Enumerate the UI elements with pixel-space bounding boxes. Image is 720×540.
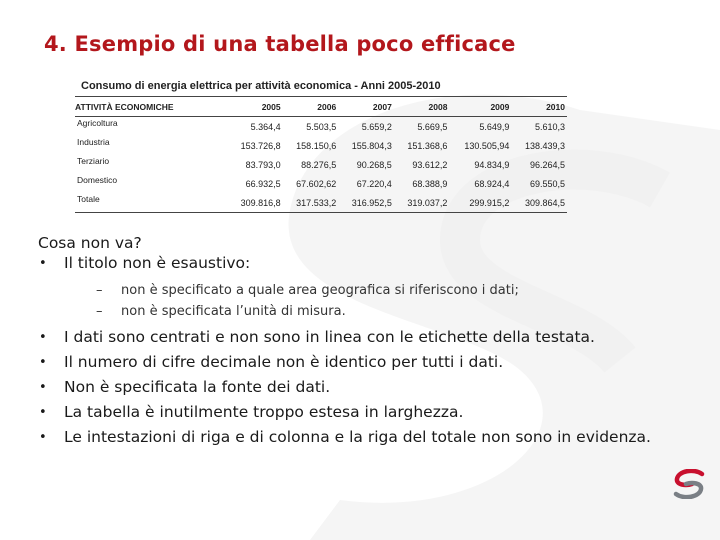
table-cell: 309.864,5 <box>511 193 567 213</box>
sub-list-item <box>64 301 678 322</box>
table-header-cell: 2005 <box>227 97 283 117</box>
data-table-block <box>75 78 567 213</box>
table-cell: 69.550,5 <box>529 178 565 189</box>
table-cell: 316.952,5 <box>338 193 394 213</box>
table-cell: 68.924,4 <box>474 178 510 189</box>
table-header-cell: 2006 <box>283 97 339 117</box>
table-cell: 153.726,8 <box>240 140 281 151</box>
table-row <box>75 155 567 174</box>
critique-list <box>38 254 678 447</box>
table-total-row <box>75 193 567 213</box>
list-item-text: Il numero di cifre decimale non è identico per tutti i dati. <box>64 353 504 371</box>
list-item <box>38 378 678 397</box>
table-cell: 155.804,3 <box>351 140 392 151</box>
row-label: Totale <box>75 193 227 213</box>
table-row <box>75 117 567 137</box>
table-cell: 88.276,5 <box>301 159 337 170</box>
list-item <box>38 254 678 322</box>
slide-content <box>38 232 678 453</box>
list-item-text: Non è specificata la fonte dei dati. <box>64 378 331 396</box>
bullet-glyph: • <box>39 380 47 395</box>
table-row <box>75 174 567 193</box>
list-item <box>38 353 678 372</box>
table-header-cell: 2008 <box>394 97 450 117</box>
row-label: Industria <box>77 137 110 147</box>
table-cell: 5.503,5 <box>306 121 337 132</box>
table-header-cell: 2007 <box>338 97 394 117</box>
list-item <box>38 403 678 422</box>
table-header-row <box>75 97 567 117</box>
bullet-glyph: • <box>39 355 47 370</box>
bullet-glyph: • <box>39 256 47 271</box>
table-cell: 158.150,6 <box>296 140 337 151</box>
dash-glyph: – <box>96 283 103 298</box>
table-cell: 93.612,2 <box>412 159 448 170</box>
table-cell: 67.220,4 <box>356 178 392 189</box>
sub-list-item <box>64 280 678 301</box>
table-cell: 5.364,4 <box>250 121 281 132</box>
bullet-glyph: • <box>39 430 47 445</box>
table-cell: 130.505,94 <box>464 140 510 151</box>
sub-list-item-text: non è specificato a quale area geografica si riferiscono i dati; <box>121 283 519 298</box>
table-cell: 5.659,2 <box>361 121 392 132</box>
list-item-text: Le intestazioni di riga e di colonna e la riga del totale non sono in evidenza. <box>64 428 651 446</box>
list-item <box>38 328 678 347</box>
sub-list-item-text: non è specificata l’unità di misura. <box>121 304 346 319</box>
table-cell: 138.439,3 <box>524 140 565 151</box>
company-logo-icon <box>672 469 706 499</box>
table-row <box>75 136 567 155</box>
row-label: Domestico <box>77 175 118 185</box>
table-cell: 299.915,2 <box>449 193 511 213</box>
table-cell: 66.932,5 <box>245 178 281 189</box>
table-cell: 5.669,5 <box>417 121 448 132</box>
row-label: Agricoltura <box>77 118 118 128</box>
bullet-glyph: • <box>39 405 47 420</box>
list-item <box>38 428 678 447</box>
sub-list <box>64 280 678 322</box>
slide-title: 4. Esempio di una tabella poco efficace <box>44 32 516 56</box>
table-cell: 68.388,9 <box>412 178 448 189</box>
table-cell: 94.834,9 <box>474 159 510 170</box>
table-title: Consumo di energia elettrica per attività economica - Anni 2005-2010 <box>81 80 441 92</box>
table-header-cell: 2010 <box>511 97 567 117</box>
table-cell: 83.793,0 <box>245 159 281 170</box>
table-cell: 96.264,5 <box>529 159 565 170</box>
table-header-cell: ATTIVITÀ ECONOMICHE <box>75 97 227 117</box>
table-cell: 67.602,62 <box>296 178 337 189</box>
table-cell: 319.037,2 <box>394 193 450 213</box>
table-cell: 5.610,3 <box>534 121 565 132</box>
question-heading: Cosa non va? <box>38 234 142 252</box>
dash-glyph: – <box>96 304 103 319</box>
energy-consumption-table <box>75 96 567 213</box>
list-item-text: I dati sono centrati e non sono in linea con le etichette della testata. <box>64 328 595 346</box>
table-cell: 317.533,2 <box>283 193 339 213</box>
table-cell: 90.268,5 <box>356 159 392 170</box>
table-cell: 151.368,6 <box>407 140 448 151</box>
table-header-cell: 2009 <box>449 97 511 117</box>
bullet-glyph: • <box>39 330 47 345</box>
table-cell: 5.649,9 <box>479 121 510 132</box>
row-label: Terziario <box>77 156 110 166</box>
table-cell: 309.816,8 <box>227 193 283 213</box>
list-item-text: Il titolo non è esaustivo: <box>64 254 251 272</box>
list-item-text: La tabella è inutilmente troppo estesa in larghezza. <box>64 403 464 421</box>
